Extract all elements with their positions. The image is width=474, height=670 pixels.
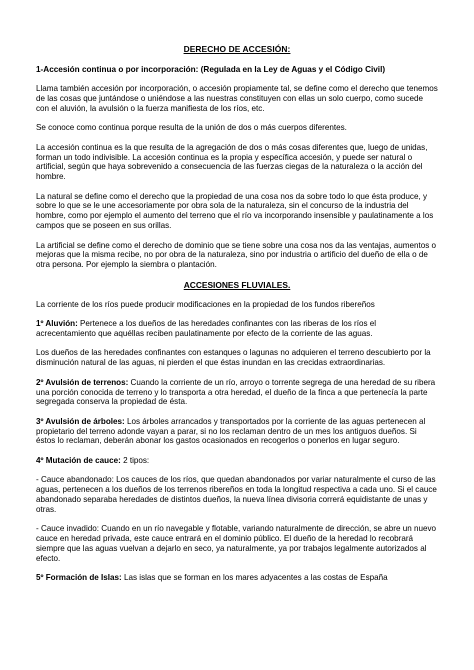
section-heading-accesiones-fluviales: ACCESIONES FLUVIALES. <box>183 279 291 290</box>
islas-text: Las islas que se forman en los mares adyacentes a las costas de España <box>121 573 388 583</box>
paragraph-continua: Se conoce como continua porque resulta de la unión de dos o más cuerpos diferentes. <box>36 123 347 133</box>
avulsion-terrenos-label: 2º Avulsión de terrenos: <box>36 377 129 387</box>
paragraph-corriente: La corriente de los ríos puede producir modificaciones en la propiedad de los fundos ribereños <box>36 299 375 309</box>
paragraph-formacion-islas <box>36 573 438 583</box>
islas-label: 5º Formación de Islas: <box>36 573 122 583</box>
paragraph-mutacion-cauce <box>36 456 438 466</box>
paragraph-definition: Llama también accesión por incorporación, o accesión propiamente tal, se define como el derecho que tenemos de las cosas que juntándose o uniéndose a las nuestras constituyen con ellas un solo cuerpo, como sucede con el aluvión, la avulsión o la fuerza manifiesta de los ríos, etc. <box>36 84 438 113</box>
mutacion-text: 2 tipos: <box>120 455 150 465</box>
paragraph-cauce-invadido: - Cauce invadido: Cuando en un río navegable y flotable, variando naturalmente de dirección, se abre un nuevo cauce en heredad privada, este cauce entrará en el dominio público. El dueño de la heredad lo recobrará siempre que las aguas vuelvan a dejarlo en seco, ya naturalmente, ya por trabajos legalmente autorizados al efecto. <box>36 524 437 563</box>
paragraph-agregacion: La accesión continua es la que resulta de la agregación de dos o más cosas diferentes que, luego de unidas, forman un todo indivisible. La accesión continua es la propia y específica accesión, y puede ser natural o artificial, según que haya sobrevenido a consecuencia de las fuerzas ciegas de la naturaleza o la acción del hombre. <box>36 142 428 182</box>
paragraph-avulsion-arboles <box>36 417 438 447</box>
paragraph-aluvion <box>36 319 438 339</box>
avulsion-terrenos-text: Cuando la corriente de un río, arroyo o torrente segrega de una heredad de su ribera una porción conocida de terreno y lo transporta a otra heredad, el dueño de la finca a que pertenecía la parte segregada conserva la propiedad de ésta. <box>36 377 436 407</box>
section-heading-accesion-continua: 1-Accesión continua o por incorporación: (Regulada en la Ley de Aguas y el Código Civil) <box>36 65 386 75</box>
paragraph-natural: La natural se define como el derecho que la propiedad de una cosa nos da sobre todo lo que ésta produce, y sobre lo que se le une accesoriamente por obra sola de la naturaleza, sin el concurso de la industria del hombre, como por ejemplo el aumento del terreno que el río va incorporando insensible y paulatinamente a los campos que se poseen en sus orillas. <box>36 191 434 231</box>
mutacion-label: 4º Mutación de cauce: <box>36 455 121 465</box>
aluvion-label: 1º Aluvión: <box>36 319 78 329</box>
aluvion-text: Pertenece a los dueños de las heredades confinantes con las riberas de los ríos el acrecentamiento que aquéllas reciben paulatinamente por efecto de la corriente de las aguas. <box>36 319 377 339</box>
avulsion-arboles-label: 3º Avulsión de árboles: <box>36 416 125 426</box>
avulsion-arboles-text: Los árboles arrancados y transportados por la corriente de las aguas pertenecen al propietario del terreno adonde vayan a parar, si no los reclaman dentro de un mes los antiguos dueños. Si éstos lo reclaman, deberán abonar los gastos ocasionados en recogerlos o ponerlos en lugar seguro. <box>36 416 426 446</box>
paragraph-artificial: La artificial se define como el derecho de dominio que se tiene sobre una cosa nos da las ventajas, aumentos o mejoras que la misma recibe, no por obra de la naturaleza, sino por industria o artificio del dueño de ella o de otra persona. Por ejemplo la siembra o plantación. <box>36 240 436 270</box>
paragraph-cauce-abandonado: - Cauce abandonado: Los cauces de los ríos, que quedan abandonados por variar naturalmente el curso de las aguas, pertenecen a los dueños de los terrenos ribereños en toda la longitud respectiva a cada uno. Si el cauce abandonado separaba heredades de distintos dueños, la nueva línea divisoria correrá equidistante de unas y otras. <box>36 475 437 514</box>
document-title: DERECHO DE ACCESIÓN: <box>183 44 291 54</box>
paragraph-avulsion-terrenos <box>36 378 438 408</box>
paragraph-estanques: Los dueños de las heredades confinantes con estanques o lagunas no adquieren el terreno descubierto por la disminución natural de las aguas, ni pierden el que éstas inundan en las crecidas extraordinarias. <box>36 348 431 368</box>
